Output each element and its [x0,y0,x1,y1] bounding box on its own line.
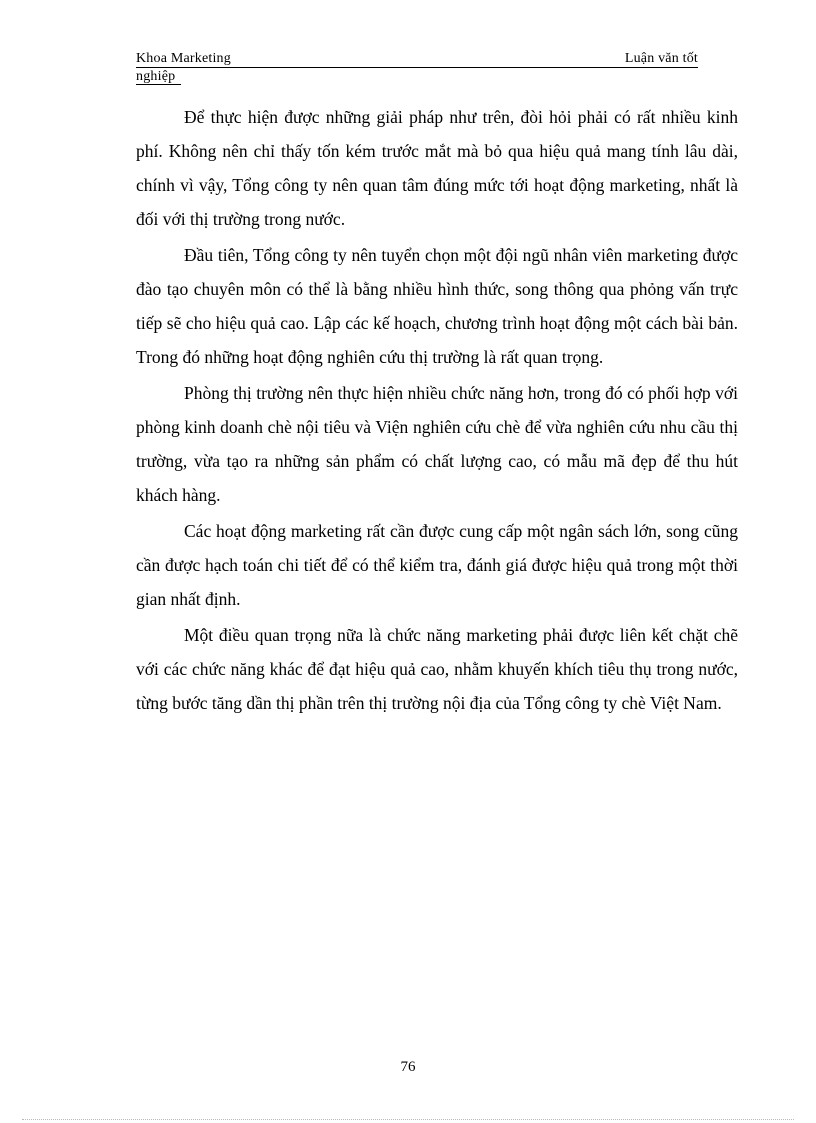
header-faculty: Khoa Marketing [136,51,231,66]
paragraph: Một điều quan trọng nữa là chức năng marketing phải được liên kết chặt chẽ với các chức năng khác để đạt hiệu quả cao, nhằm khuyến khích tiêu thụ trong nước, từng bước tăng dần thị phần trên thị trường nội địa của Tổng công ty chè Việt Nam. [136,625,738,713]
page-bottom-border [22,1119,794,1120]
paragraph: Để thực hiện được những giải pháp như trên, đòi hỏi phải có rất nhiều kinh phí. Không nên chỉ thấy tốn kém trước mắt mà bỏ qua hiệu quả mang tính lâu dài, chính vì vậy, Tổng công ty nên quan tâm đúng mức tới hoạt động marketing, nhất là đối với thị trường trong nước. [136,107,738,229]
paragraph: Phòng thị trường nên thực hiện nhiều chức năng hơn, trong đó có phối hợp với phòng kinh doanh chè nội tiêu và Viện nghiên cứu chè để vừa nghiên cứu nhu cầu thị trường, vừa tạo ra những sản phẩm có chất lượng cao, có mẫu mã đẹp để thu hút khách hàng. [136,383,738,505]
running-header [136,50,698,85]
header-thesis-continuation: nghiệp [136,68,181,85]
body-text [136,100,738,720]
paragraph: Đầu tiên, Tổng công ty nên tuyển chọn một đội ngũ nhân viên marketing được đào tạo chuyên môn có thể là bằng nhiều hình thức, song thông qua phỏng vấn trực tiếp sẽ cho hiệu quả cao. Lập các kế hoạch, chương trình hoạt động một cách bài bản. Trong đó những hoạt động nghiên cứu thị trường là rất quan trọng. [136,245,738,367]
page-number: 76 [400,1059,416,1075]
paragraph: Các hoạt động marketing rất cần được cung cấp một ngân sách lớn, song cũng cần được hạch toán chi tiết để có thể kiểm tra, đánh giá được hiệu quả trong một thời gian nhất định. [136,521,738,609]
header-line [136,50,698,68]
header-thesis-title: Luận văn tốt [624,51,698,66]
